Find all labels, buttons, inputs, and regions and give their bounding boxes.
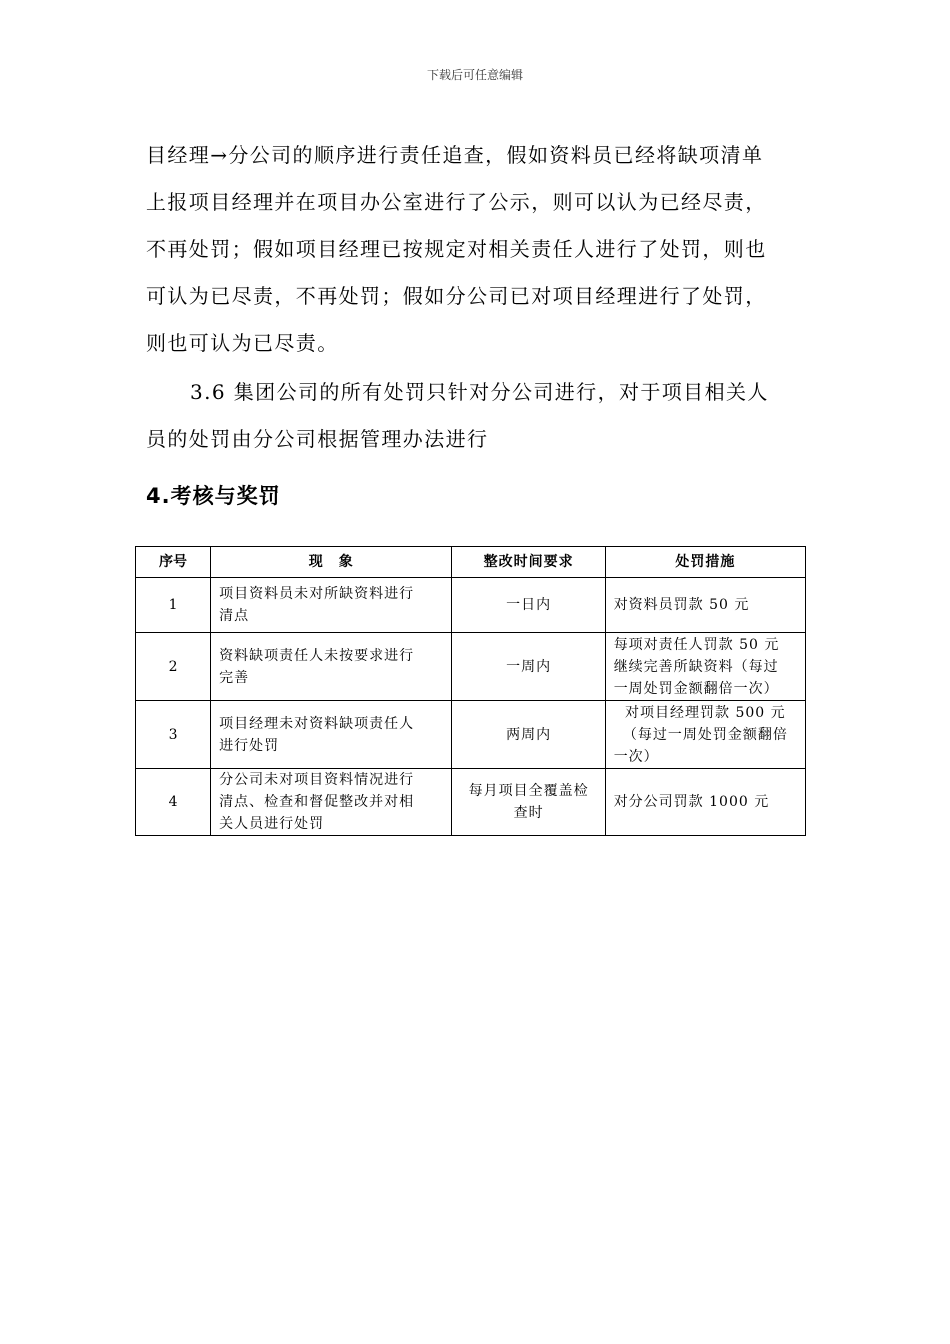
cell-line: 一周内 [506, 658, 552, 675]
paragraph-responsibility [146, 132, 806, 367]
cell-line: 每月项目全覆盖检 [468, 783, 589, 799]
table-row [136, 578, 806, 633]
cell-line: 查时 [513, 805, 544, 821]
penalty-cell [605, 633, 805, 701]
cell-line: 两周内 [506, 726, 552, 743]
cell-line: 每项对责任人罚款 50 元 [613, 636, 780, 653]
text-line: 3.6 集团公司的所有处罚只针对分公司进行，对于项目相关人 [190, 380, 769, 404]
cell-line: 进行处罚 [219, 737, 280, 754]
penalty-table [135, 546, 806, 836]
cell-line: 对分公司罚款 1000 元 [613, 794, 770, 810]
phenomenon-cell [211, 769, 452, 836]
deadline-cell [452, 701, 605, 769]
text-line: 不再处罚；假如项目经理已按规定对相关责任人进行了处罚，则也 [146, 237, 767, 261]
paragraph-3-6 [146, 369, 806, 463]
deadline-cell [452, 578, 605, 633]
cell-line: 清点 [219, 608, 250, 624]
column-header-deadline: 整改时间要求 [452, 547, 605, 578]
text-line: 目经理→分公司的顺序进行责任追查，假如资料员已经将缺项清单 [146, 143, 764, 167]
cell-line: 分公司未对项目资料情况进行 [219, 772, 415, 788]
deadline-cell [452, 633, 605, 701]
text-line: 则也可认为已尽责。 [146, 331, 339, 355]
cell-line: 关人员进行处罚 [219, 816, 325, 832]
column-header-penalty: 处罚措施 [605, 547, 805, 578]
cell-line: 继续完善所缺资料（每过 [613, 658, 779, 675]
cell-line: 一日内 [506, 597, 552, 613]
column-header-number: 序号 [136, 547, 211, 578]
cell-line: 项目资料员未对所缺资料进行 [219, 586, 415, 602]
cell-line: 完善 [219, 669, 250, 686]
row-number: 1 [136, 578, 211, 633]
phenomenon-cell [211, 578, 452, 633]
page-header: 下载后可任意编辑 [426, 68, 523, 82]
cell-line: 项目经理未对资料缺项责任人 [219, 715, 415, 732]
phenomenon-cell [211, 701, 452, 769]
table-header-row [136, 547, 806, 578]
cell-line: （每过一周处罚金额翻倍 [622, 726, 788, 743]
phenomenon-cell [211, 633, 452, 701]
text-line: 上报项目经理并在项目办公室进行了公示，则可以认为已经尽责， [146, 190, 767, 214]
deadline-cell [452, 769, 605, 836]
table-row [136, 769, 806, 836]
section-heading: 4.考核与奖罚 [146, 484, 281, 508]
cell-line: 一次） [613, 748, 659, 765]
table-row [136, 633, 806, 701]
text-line: 可认为已尽责，不再处罚；假如分公司已对项目经理进行了处罚， [146, 284, 767, 308]
table-row [136, 701, 806, 769]
row-number: 3 [136, 701, 211, 769]
penalty-cell [605, 578, 805, 633]
row-number: 2 [136, 633, 211, 701]
penalty-cell [605, 701, 805, 769]
cell-line: 对资料员罚款 50 元 [613, 597, 750, 613]
row-number: 4 [136, 769, 211, 836]
cell-line: 清点、检查和督促整改并对相 [219, 794, 415, 810]
cell-line: 资料缺项责任人未按要求进行 [219, 647, 415, 664]
penalty-cell [605, 769, 805, 836]
cell-line: 一周处罚金额翻倍一次） [613, 680, 779, 697]
text-line: 员的处罚由分公司根据管理办法进行 [146, 427, 489, 451]
column-header-phenomenon: 现 象 [211, 547, 452, 578]
cell-line: 对项目经理罚款 500 元 [625, 704, 786, 721]
